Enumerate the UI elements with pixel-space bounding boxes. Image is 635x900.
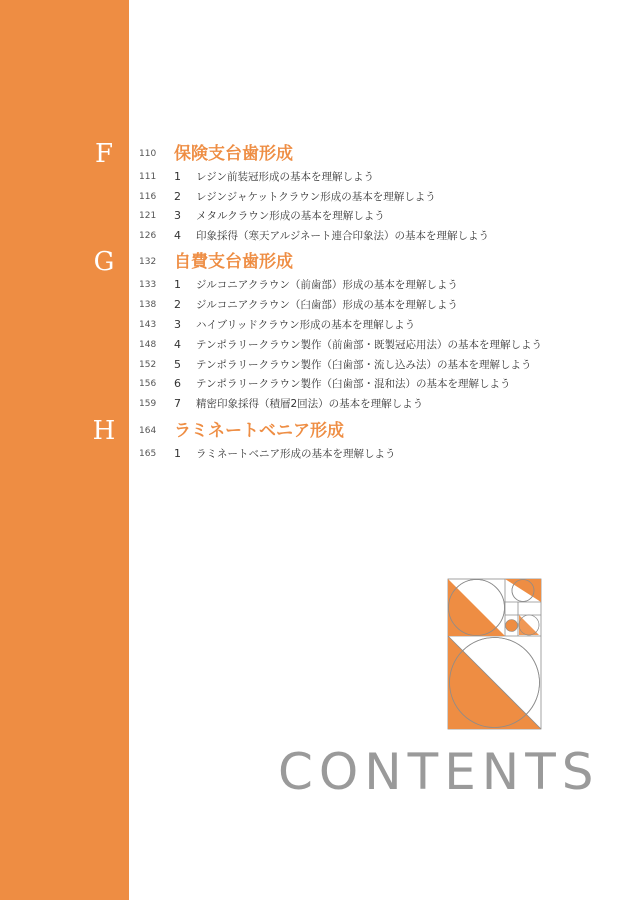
page-number: 110 bbox=[139, 149, 157, 159]
entry-title: テンポラリークラウン製作（臼歯部・流し込み法）の基本を理解しよう bbox=[196, 359, 532, 371]
entry-number: 2 bbox=[174, 298, 181, 311]
entry-title: ハイブリッドクラウン形成の基本を理解しよう bbox=[196, 319, 416, 331]
entry-title: テンポラリークラウン製作（臼歯部・混和法）の基本を理解しよう bbox=[196, 378, 511, 390]
page-number: 126 bbox=[139, 231, 157, 241]
entry-title: レジンジャケットクラウン形成の基本を理解しよう bbox=[196, 191, 436, 203]
entry-number: 1 bbox=[174, 170, 181, 183]
page-number: 156 bbox=[139, 379, 157, 389]
page-number: 111 bbox=[139, 172, 157, 182]
page-number: 132 bbox=[139, 257, 157, 267]
entry-title: レジン前装冠形成の基本を理解しよう bbox=[196, 171, 374, 183]
contents-heading: CONTENTS bbox=[278, 743, 600, 801]
entry-title: 精密印象採得（積層2回法）の基本を理解しよう bbox=[196, 398, 424, 410]
section-title: ラミネートベニア形成 bbox=[174, 421, 344, 441]
section-title: 自費支台歯形成 bbox=[174, 252, 293, 272]
entry-title: ラミネートベニア形成の基本を理解しよう bbox=[196, 448, 396, 460]
section-letter-f: F bbox=[94, 139, 114, 169]
entry-number: 4 bbox=[174, 338, 181, 351]
entry-number: 3 bbox=[174, 318, 181, 331]
entry-number: 7 bbox=[174, 397, 181, 410]
entry-number: 5 bbox=[174, 358, 181, 371]
entry-number: 1 bbox=[174, 447, 181, 460]
page-number: 138 bbox=[139, 300, 157, 310]
entry-number: 2 bbox=[174, 190, 181, 203]
entry-title: テンポラリークラウン製作（前歯部・既製冠応用法）の基本を理解しよう bbox=[196, 339, 542, 351]
page-number: 133 bbox=[139, 280, 157, 290]
page-number: 164 bbox=[139, 426, 157, 436]
section-title: 保険支台歯形成 bbox=[174, 144, 293, 164]
entry-number: 4 bbox=[174, 229, 181, 242]
page-number: 165 bbox=[139, 449, 157, 459]
page-number: 143 bbox=[139, 320, 157, 330]
page-number: 121 bbox=[139, 211, 157, 221]
section-letter-h: H bbox=[92, 416, 116, 446]
page-number: 159 bbox=[139, 399, 157, 409]
entry-number: 6 bbox=[174, 377, 181, 390]
entry-title: 印象採得（寒天アルジネート連合印象法）の基本を理解しよう bbox=[196, 230, 490, 242]
entry-number: 1 bbox=[174, 278, 181, 291]
section-letter-g: G bbox=[93, 247, 115, 277]
entry-number: 3 bbox=[174, 209, 181, 222]
page-number: 148 bbox=[139, 340, 157, 350]
entry-title: ジルコニアクラウン（臼歯部）形成の基本を理解しよう bbox=[196, 299, 458, 311]
golden-ratio-logo-icon bbox=[447, 578, 543, 730]
entry-title: メタルクラウン形成の基本を理解しよう bbox=[196, 210, 385, 222]
page-number: 116 bbox=[139, 192, 157, 202]
entry-title: ジルコニアクラウン（前歯部）形成の基本を理解しよう bbox=[196, 279, 458, 291]
page-number: 152 bbox=[139, 360, 157, 370]
orange-side-band bbox=[0, 0, 129, 900]
